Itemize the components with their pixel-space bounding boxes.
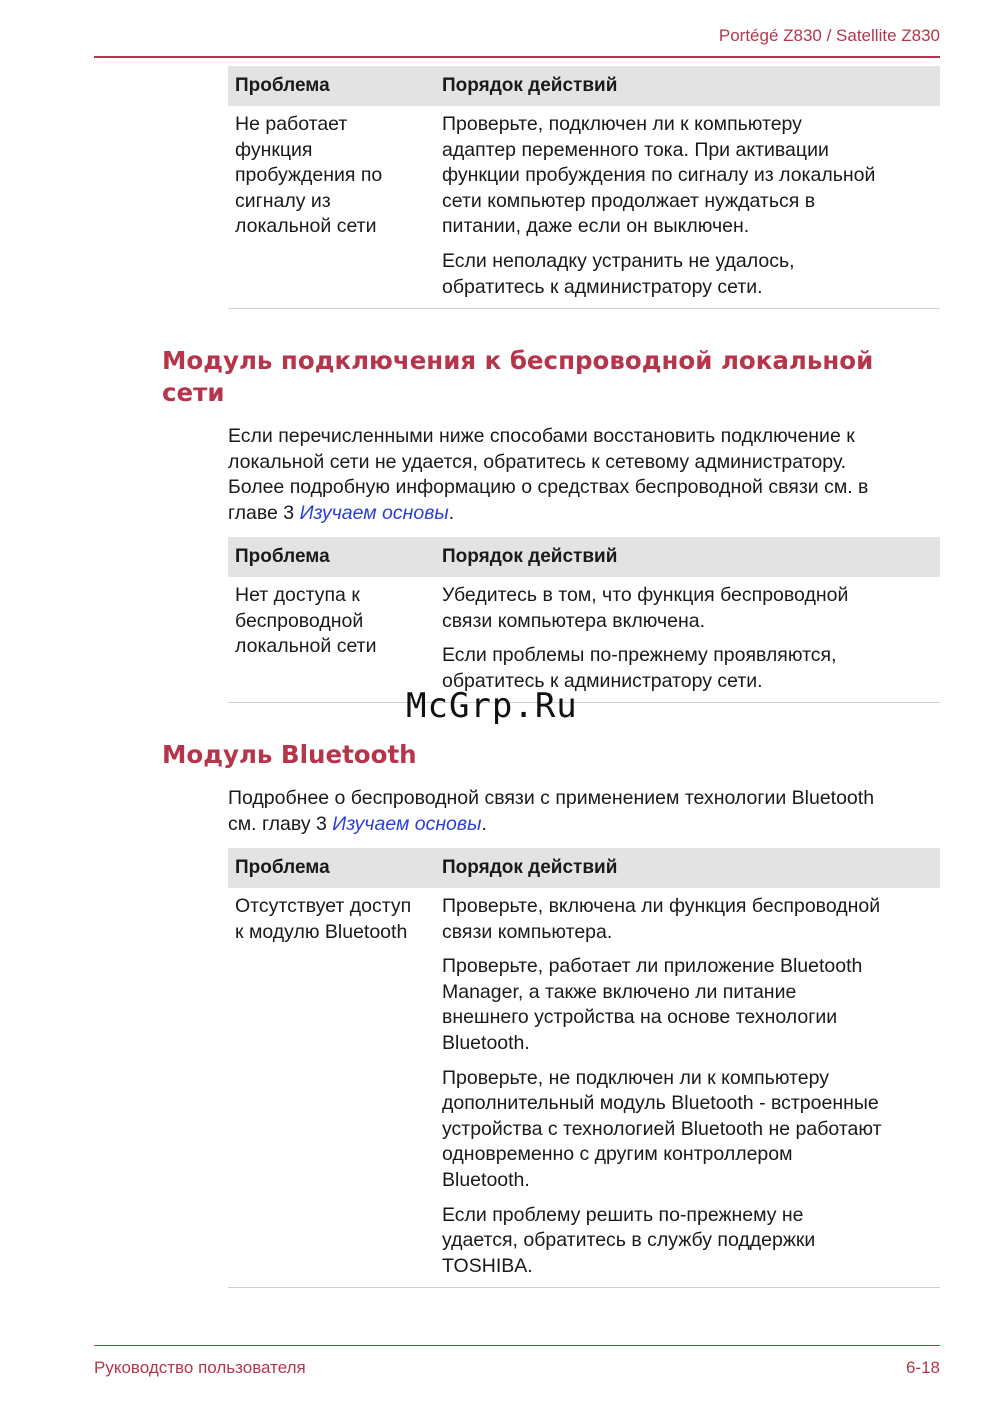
action-cell: [442, 894, 940, 1279]
action-line: Проверьте, подключен ли к компьютеру: [442, 113, 802, 135]
action-line: обратитесь к администратору сети.: [442, 669, 763, 692]
problem-line: Отсутствует доступ: [235, 895, 412, 917]
problem-line: беспроводной: [235, 609, 364, 632]
action-line: внешнего устройства на основе технологии: [442, 1006, 838, 1029]
problem-line: к модулю Bluetooth: [235, 920, 408, 943]
action-line: Manager, а также включено ли питание: [442, 980, 797, 1003]
para-line: Подробнее о беспроводной связи с применением технологии Bluetooth: [228, 787, 875, 809]
action-line: Проверьте, не подключен ли к компьютеру: [442, 1066, 829, 1089]
table-row: [228, 888, 940, 1287]
action-paragraph: [442, 954, 936, 1056]
action-line: Если неполадку устранить не удалось,: [442, 249, 795, 272]
column-header-action: Порядок действий: [442, 857, 618, 878]
running-header-title: Portégé Z830 / Satellite Z830: [718, 26, 940, 45]
title-line: сети: [162, 378, 225, 407]
action-line: устройства с технологией Bluetooth не работают: [442, 1117, 882, 1140]
title-line: Модуль подключения к беспроводной локальной: [162, 346, 874, 375]
para-text: главе 3: [228, 501, 300, 524]
action-line: Bluetooth.: [442, 1168, 530, 1191]
page-number: 6-18: [905, 1358, 940, 1377]
para-text: см. главу 3: [228, 812, 333, 835]
problem-line: функция: [235, 138, 313, 161]
action-cell: [442, 112, 940, 300]
troubleshoot-table-wireless-lan: [228, 537, 940, 703]
para-text: .: [448, 501, 455, 524]
header-rule: [94, 56, 940, 58]
table-header-row: [228, 66, 940, 106]
action-cell: [442, 583, 940, 694]
action-line: обратитесь к администратору сети.: [442, 275, 763, 298]
problem-line: Не работает: [235, 113, 348, 135]
problem-line: Нет доступа к: [235, 584, 360, 606]
watermark: McGrp.Ru: [406, 686, 578, 726]
action-line: связи компьютера.: [442, 920, 613, 943]
action-line: функции пробуждения по сигналу из локальной: [442, 164, 876, 187]
action-line: Убедитесь в том, что функция беспроводной: [442, 584, 849, 606]
section-title-wireless-lan: [162, 345, 873, 409]
para-line: Если перечисленными ниже способами восстановить подключение к: [228, 425, 855, 447]
table-header-row: [228, 848, 940, 888]
para-line: [228, 501, 940, 527]
action-paragraph: [442, 112, 936, 240]
column-header-action: Порядок действий: [442, 75, 618, 96]
footer-manual-title: Руководство пользователя: [94, 1358, 306, 1377]
section-title-bluetooth: [162, 739, 417, 771]
action-paragraph: [442, 1066, 936, 1194]
action-line: Если проблемы по-прежнему проявляются,: [442, 644, 837, 667]
action-paragraph: [442, 1203, 936, 1280]
action-line: Проверьте, включена ли функция беспроводной: [442, 895, 881, 917]
problem-cell: [228, 583, 442, 694]
troubleshoot-table-lan-wake: [228, 66, 940, 309]
footer-rule: [94, 1345, 940, 1346]
para-line: Более подробную информацию о средствах беспроводной связи см. в: [228, 476, 869, 499]
para-line: [228, 812, 940, 838]
troubleshoot-table-bluetooth: [228, 848, 940, 1288]
problem-line: локальной сети: [235, 635, 377, 658]
bluetooth-intro: [228, 786, 940, 837]
problem-line: локальной сети: [235, 215, 377, 238]
column-header-problem: Проблема: [235, 857, 330, 878]
problem-cell: [228, 894, 442, 1279]
column-header-problem: Проблема: [235, 75, 330, 96]
action-paragraph: [442, 583, 936, 634]
action-line: Если проблему решить по-прежнему не: [442, 1203, 804, 1226]
action-line: адаптер переменного тока. При активации: [442, 138, 829, 161]
problem-line: сигналу из: [235, 189, 331, 212]
table-header-row: [228, 537, 940, 577]
action-paragraph: [442, 249, 936, 300]
problem-line: пробуждения по: [235, 164, 383, 187]
action-line: Bluetooth.: [442, 1031, 530, 1054]
action-paragraph: [442, 894, 936, 945]
action-line: TOSHIBA.: [442, 1254, 533, 1277]
table-row: [228, 106, 940, 308]
action-line: связи компьютера включена.: [442, 609, 706, 632]
action-line: одновременно с другим контроллером: [442, 1143, 793, 1166]
table-row: [228, 577, 940, 702]
title-line: Модуль Bluetooth: [162, 740, 417, 769]
wireless-lan-intro: [228, 424, 940, 526]
para-line: локальной сети не удается, обратитесь к сетевому администратору.: [228, 450, 847, 473]
column-header-problem: Проблема: [235, 546, 330, 567]
chapter-link[interactable]: Изучаем основы: [332, 812, 482, 835]
action-line: дополнительный модуль Bluetooth - встроенные: [442, 1092, 879, 1115]
action-line: сети компьютер продолжает нуждаться в: [442, 189, 816, 212]
action-line: питании, даже если он выключен.: [442, 215, 750, 238]
para-text: .: [481, 812, 487, 835]
problem-cell: [228, 112, 442, 300]
action-line: удается, обратитесь в службу поддержки: [442, 1229, 816, 1252]
action-line: Проверьте, работает ли приложение Bluetooth: [442, 955, 863, 978]
column-header-action: Порядок действий: [442, 546, 618, 567]
chapter-link[interactable]: Изучаем основы: [299, 501, 449, 524]
